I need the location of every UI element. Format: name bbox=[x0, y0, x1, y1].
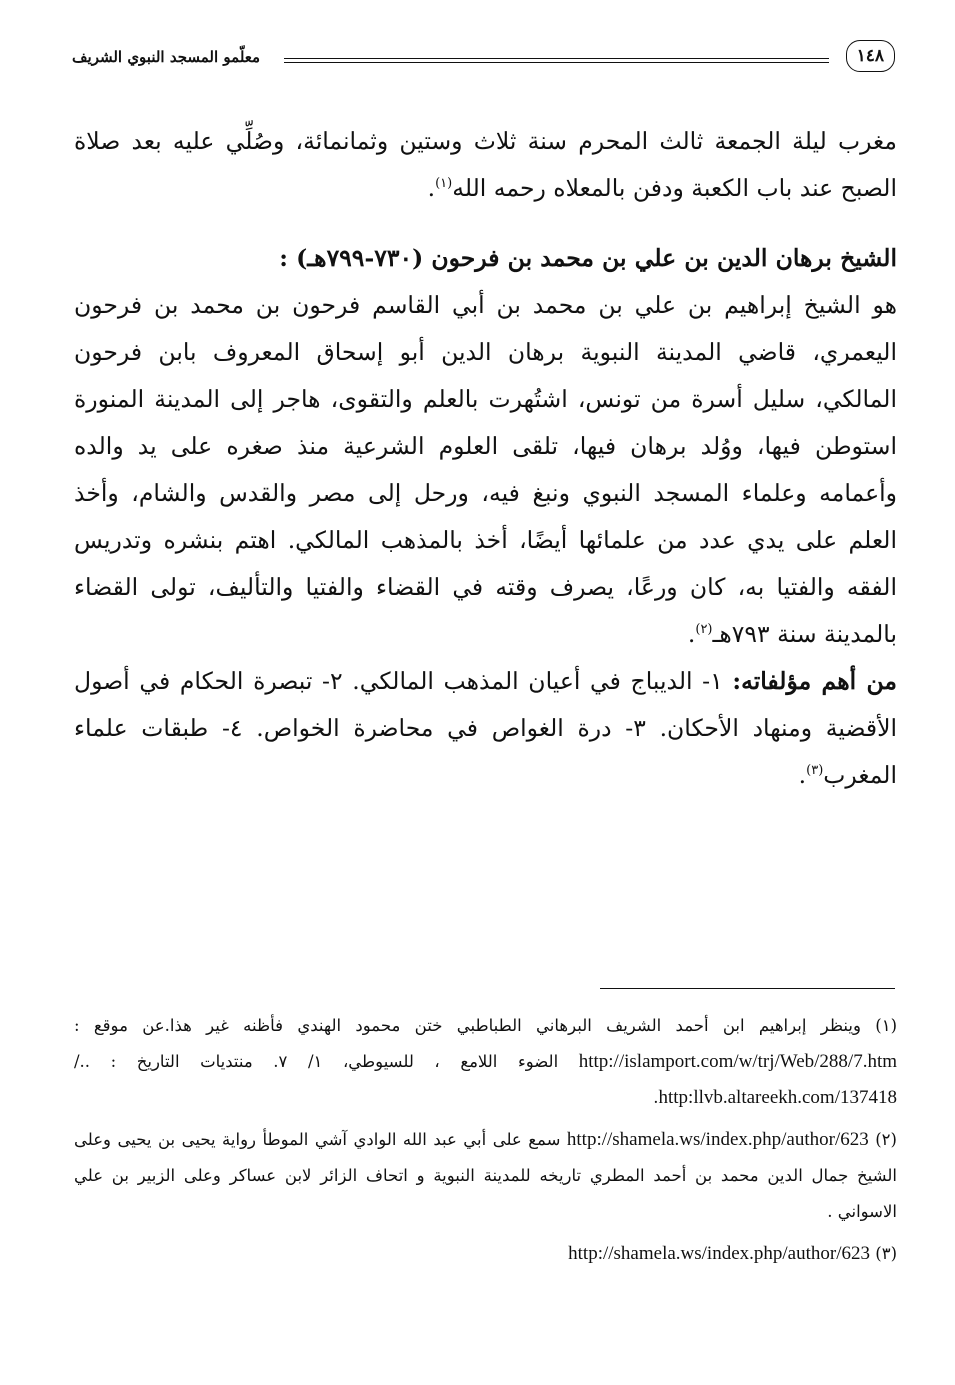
footnote-2 bbox=[74, 1122, 897, 1230]
paragraph-text: هو الشيخ إبراهيم بن علي بن محمد بن أبي القاسم فرحون بن محمد بن فرحون اليعمري، قاضي المدينة النبوية برهان الدين أبو إسحاق المعروف بابن فرحون المالكي، سليل أسرة من تونس، اشتُهرت بالعلم والتقوى، هاجر إلى المدينة المنورة استوطن فيها، ووُلد برهان فيها، تلقى العلوم الشرعية منذ صغره على يد والده وأعمامه وعلماء المسجد النبوي ونبغ فيه، ورحل إلى مصر والقدس والشام، وأخذ العلم على يدي عدد من علمائها أيضًا، أخذ بالمذهب المالكي. اهتم بنشره وتدريس الفقه والفتيا به، كان ورعًا، يصرف وقته في القضاء والفتيا والتأليف، تولى القضاء بالمدينة سنة ٧٩٣هـ bbox=[74, 291, 897, 648]
footnote-ref: (١) bbox=[435, 176, 453, 192]
works-lead: من أهم مؤلفاته: bbox=[732, 667, 897, 695]
main-text bbox=[74, 118, 897, 799]
footnote-text: منتديات التاريخ : ../ bbox=[74, 1052, 253, 1071]
footnote-ref: (٢) bbox=[695, 622, 713, 638]
footnote-url: http://shamela.ws/index.php/author/623 bbox=[566, 1129, 869, 1150]
page-header bbox=[72, 38, 895, 82]
works-text: ١- الديباج في أعيان المذهب المالكي. ٢- تبصرة الحكام في أصول الأقضية ومنهاد الأحكان. ٣- درة الغواص في محاضرة الخواص. ٤- طبقات علماء المغرب bbox=[74, 667, 898, 789]
footnote-number: (١) bbox=[875, 1016, 897, 1035]
spacer bbox=[74, 212, 897, 235]
paragraph bbox=[74, 282, 897, 658]
paragraph bbox=[74, 658, 897, 799]
footnotes bbox=[74, 1008, 897, 1278]
section-heading: الشيخ برهان الدين بن علي بن محمد بن فرحون (٧٣٠-٧٩٩هـ) : bbox=[279, 244, 897, 272]
footnote-3 bbox=[74, 1236, 897, 1272]
paragraph bbox=[74, 118, 897, 212]
footnote-number: (٢) bbox=[875, 1130, 897, 1149]
footnote-ref: (٣) bbox=[806, 763, 824, 779]
footnote-number: (٣) bbox=[875, 1244, 897, 1263]
punctuation: . bbox=[798, 761, 807, 789]
punctuation: . bbox=[687, 620, 696, 648]
punctuation: . bbox=[653, 1088, 659, 1107]
paragraph-text: مغرب ليلة الجمعة ثالث المحرم سنة ثلاث وستين وثمانمائة، وصُلِّي عليه بعد صلاة الصبح عند باب الكعبة ودفن بالمعلاه رحمه الله bbox=[74, 127, 897, 202]
footnote-text: الضوء اللامع ، للسيوطي، ١/ ٧. bbox=[273, 1052, 559, 1071]
footnote-text: سمع على أبي عبد الله الوادي آشي الموطأ رواية يحيى بن يحيى وعلى الشيخ جمال الدين محمد بن أحمد المطري تاريخه للمدينة النبوية و اتحاف الزائر لابن عساكر وعلى الزبير بن علي الاسواني . bbox=[74, 1130, 897, 1221]
footnote-separator bbox=[600, 988, 895, 989]
punctuation: . bbox=[427, 174, 436, 202]
footnote-url: http://shamela.ws/index.php/author/623 bbox=[568, 1243, 870, 1264]
footnote-text: وينظر إبراهيم ابن أحمد الشريف البرهاني الطباطبي ختن محمود الهندي فأظنه غير هذا.عن موقع : bbox=[74, 1016, 861, 1035]
footnote-url: http:llvb.altareekh.com/137418 bbox=[658, 1087, 897, 1108]
page-number: ١٤٨ bbox=[846, 40, 895, 72]
footnote-1 bbox=[74, 1008, 897, 1116]
running-title: معلّمو المسجد النبوي الشريف bbox=[72, 48, 261, 66]
header-rule bbox=[284, 58, 829, 63]
footnote-url: http://islamport.com/w/trj/Web/288/7.htm bbox=[578, 1051, 897, 1072]
